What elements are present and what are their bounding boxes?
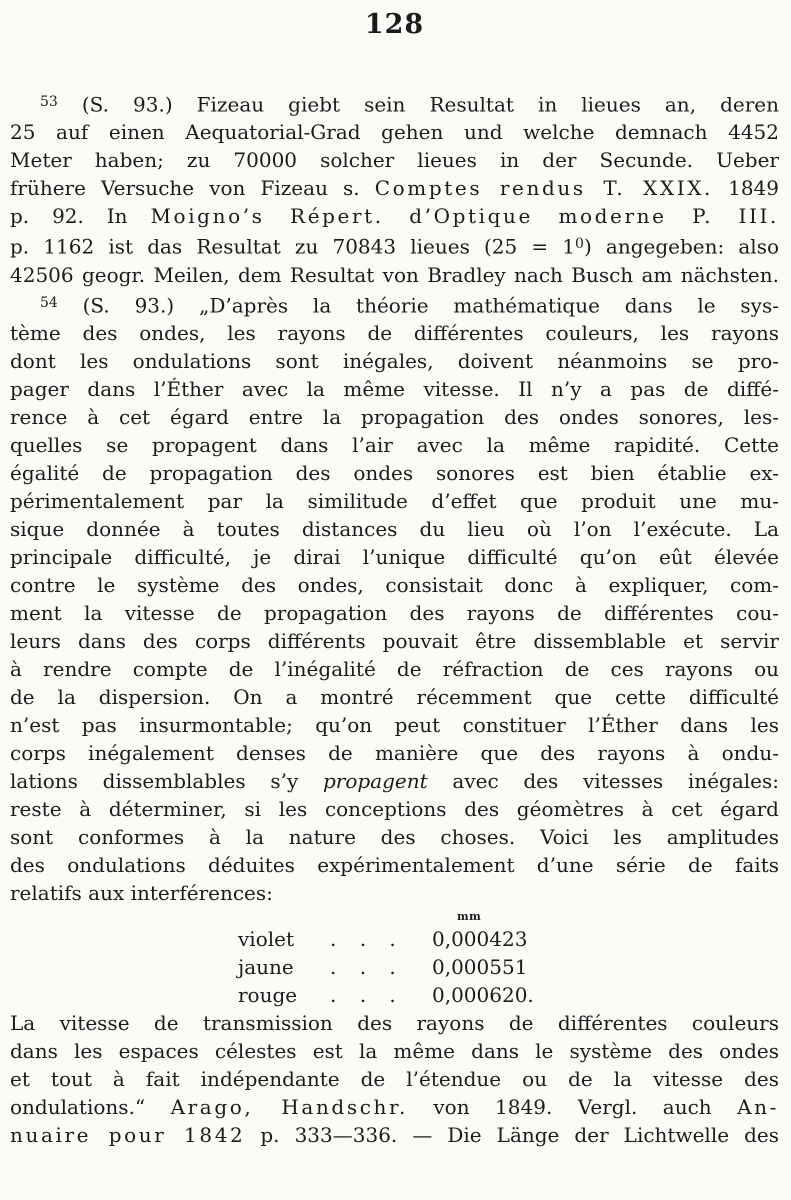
- footnote-53: [10, 88, 779, 289]
- text-segment: (S. 93.) Fizeau giebt sein Resultat in lieues an, deren: [57, 92, 779, 117]
- text-segment: p. 92. In: [10, 204, 151, 229]
- text-line: [10, 599, 779, 627]
- text-segment: 42506 geogr. Meilen, dem Resultat von Bradley nach Busch am nächsten.: [10, 262, 779, 287]
- text-segment: ondulations.“: [10, 1094, 171, 1119]
- text-line: [10, 711, 779, 739]
- text-line: [10, 1009, 779, 1037]
- table-row: [10, 925, 779, 953]
- text-segment: Comptes rendus T. XXIX.: [374, 176, 714, 201]
- text-segment: corps inégalement denses de manière que des rayons à ondu-: [10, 740, 779, 765]
- text-line: [10, 230, 779, 260]
- text-segment: relatifs aux interférences:: [10, 880, 273, 905]
- table-row: [10, 981, 779, 1009]
- text-line: [10, 431, 779, 459]
- text-segment: An-: [737, 1094, 780, 1119]
- text-segment: nuaire pour 1842: [10, 1122, 246, 1147]
- text-segment: leurs dans des corps différents pouvait être dissemblable et servir: [10, 628, 779, 653]
- text-segment: tème des ondes, les rayons de différentes couleurs, les rayons: [10, 320, 779, 345]
- text-segment: 1849: [713, 176, 779, 201]
- text-segment: frühere Versuche von Fizeau s.: [10, 176, 375, 201]
- text-segment: principale difficulté, je dirai l’unique difficulté qu’on eût élevée: [10, 544, 779, 569]
- text-segment: ment la vitesse de propagation des rayons de différentes cou-: [10, 600, 779, 625]
- text-segment: rence à cet égard entre la propagation des ondes sonores, les-: [10, 404, 779, 429]
- color-label: rouge: [238, 982, 298, 1007]
- text-line: [10, 289, 779, 319]
- text-segment: ) angegeben: also: [583, 234, 780, 259]
- text-segment: sique donnée à toutes distances du lieu où l’on l’exécute. La: [10, 516, 779, 541]
- text-segment: contre le système des ondes, consistait donc à expliquer, com-: [10, 572, 779, 597]
- footnote-54: [10, 289, 779, 907]
- text-line: [10, 515, 779, 543]
- text-line: [10, 118, 779, 146]
- color-label: jaune: [238, 954, 294, 979]
- text-segment: dont les ondulations sont inégales, doivent néanmoins se pro-: [10, 348, 779, 373]
- text-line: [10, 319, 779, 347]
- text-line: [10, 403, 779, 431]
- text-segment: à rendre compte de l’inégalité de réfraction de ces rayons ou: [10, 656, 779, 681]
- footnote-54-continuation: [10, 1009, 779, 1149]
- dot-leader: . . .: [330, 982, 396, 1007]
- text-line: [10, 1065, 779, 1093]
- text-segment: n’est pas insurmontable; qu’on peut constituer l’Éther dans les: [10, 712, 779, 737]
- text-segment: p. 1162 ist das Resultat zu 70843 lieues (25 = 1: [10, 234, 576, 259]
- text-segment: La vitesse de transmission des rayons de différentes couleurs: [10, 1010, 779, 1035]
- text-line: [10, 88, 779, 118]
- text-segment: Arago, Handschr.: [170, 1094, 408, 1119]
- amplitude-value: 0,000551: [432, 954, 528, 979]
- text-segment: p. 333—336. — Die Länge der Lichtwelle des: [245, 1122, 779, 1147]
- text-line: [10, 739, 779, 767]
- text-segment: Moigno’s Répert. d’Optique moderne P. III.: [150, 204, 779, 229]
- text-line: [10, 487, 779, 515]
- text-line: [10, 767, 779, 795]
- text-line: [10, 459, 779, 487]
- text-segment: pager dans l’Éther avec la même vitesse. Il n’y a pas de diffé-: [10, 376, 779, 401]
- text-segment: Meter haben; zu 70000 solcher lieues in der Secunde. Ueber: [10, 148, 779, 173]
- text-segment: sont conformes à la nature des choses. Voici les amplitudes: [10, 824, 779, 849]
- amplitude-value: 0,000423: [432, 926, 528, 951]
- text-line: [10, 627, 779, 655]
- text-line: [10, 571, 779, 599]
- text-line: [10, 879, 779, 907]
- text-body: [10, 88, 779, 1149]
- text-segment: et tout à fait indépendante de l’étendue ou de la vitesse des: [10, 1066, 779, 1091]
- text-line: [10, 261, 779, 289]
- text-segment: lations dissemblables s’y: [10, 768, 323, 793]
- text-segment: égalité de propagation des ondes sonores est bien établie ex-: [10, 460, 779, 485]
- text-segment: avec des vitesses inégales:: [427, 768, 779, 793]
- text-line: [10, 795, 779, 823]
- text-line: [10, 655, 779, 683]
- text-line: [10, 375, 779, 403]
- text-segment: de la dispersion. On a montré récemment que cette difficulté: [10, 684, 779, 709]
- amplitude-value: 0,000620.: [432, 982, 534, 1007]
- text-segment: dans les espaces célestes est la même dans le système des ondes: [10, 1038, 779, 1063]
- text-line: [10, 543, 779, 571]
- amplitude-table: [10, 909, 779, 1009]
- table-row: [10, 953, 779, 981]
- superscript-number: 53: [40, 94, 58, 110]
- dot-leader: . . .: [330, 926, 396, 951]
- text-line: [10, 146, 779, 174]
- text-line: [10, 823, 779, 851]
- text-segment: reste à déterminer, si les conceptions des géomètres à cet égard: [10, 796, 779, 821]
- page-number: 128: [364, 9, 425, 40]
- text-segment: périmentalement par la similitude d’effet que produit une mu-: [10, 488, 779, 513]
- text-line: [10, 851, 779, 879]
- superscript-number: 54: [40, 294, 58, 311]
- text-line: [10, 202, 779, 230]
- text-line: [10, 174, 779, 202]
- text-line: [10, 347, 779, 375]
- text-line: [10, 1121, 779, 1149]
- text-line: [10, 1093, 779, 1121]
- text-segment: propagent: [322, 768, 428, 793]
- color-label: violet: [238, 926, 295, 951]
- dot-leader: . . .: [330, 954, 396, 979]
- text-line: [10, 1037, 779, 1065]
- text-segment: (S. 93.) „D’après la théorie mathématique dans le sys-: [57, 292, 779, 317]
- text-line: [10, 683, 779, 711]
- text-segment: von 1849. Vergl. auch: [407, 1094, 738, 1119]
- text-segment: 25 auf einen Aequatorial-Grad gehen und welche demnach 4452: [10, 120, 779, 145]
- text-segment: quelles se propagent dans l’air avec la même rapidité. Cette: [10, 432, 779, 457]
- text-segment: des ondulations déduites expérimentalement d’une série de faits: [10, 852, 779, 877]
- superscript-number: 0: [575, 236, 584, 253]
- unit-label: mm: [457, 909, 482, 923]
